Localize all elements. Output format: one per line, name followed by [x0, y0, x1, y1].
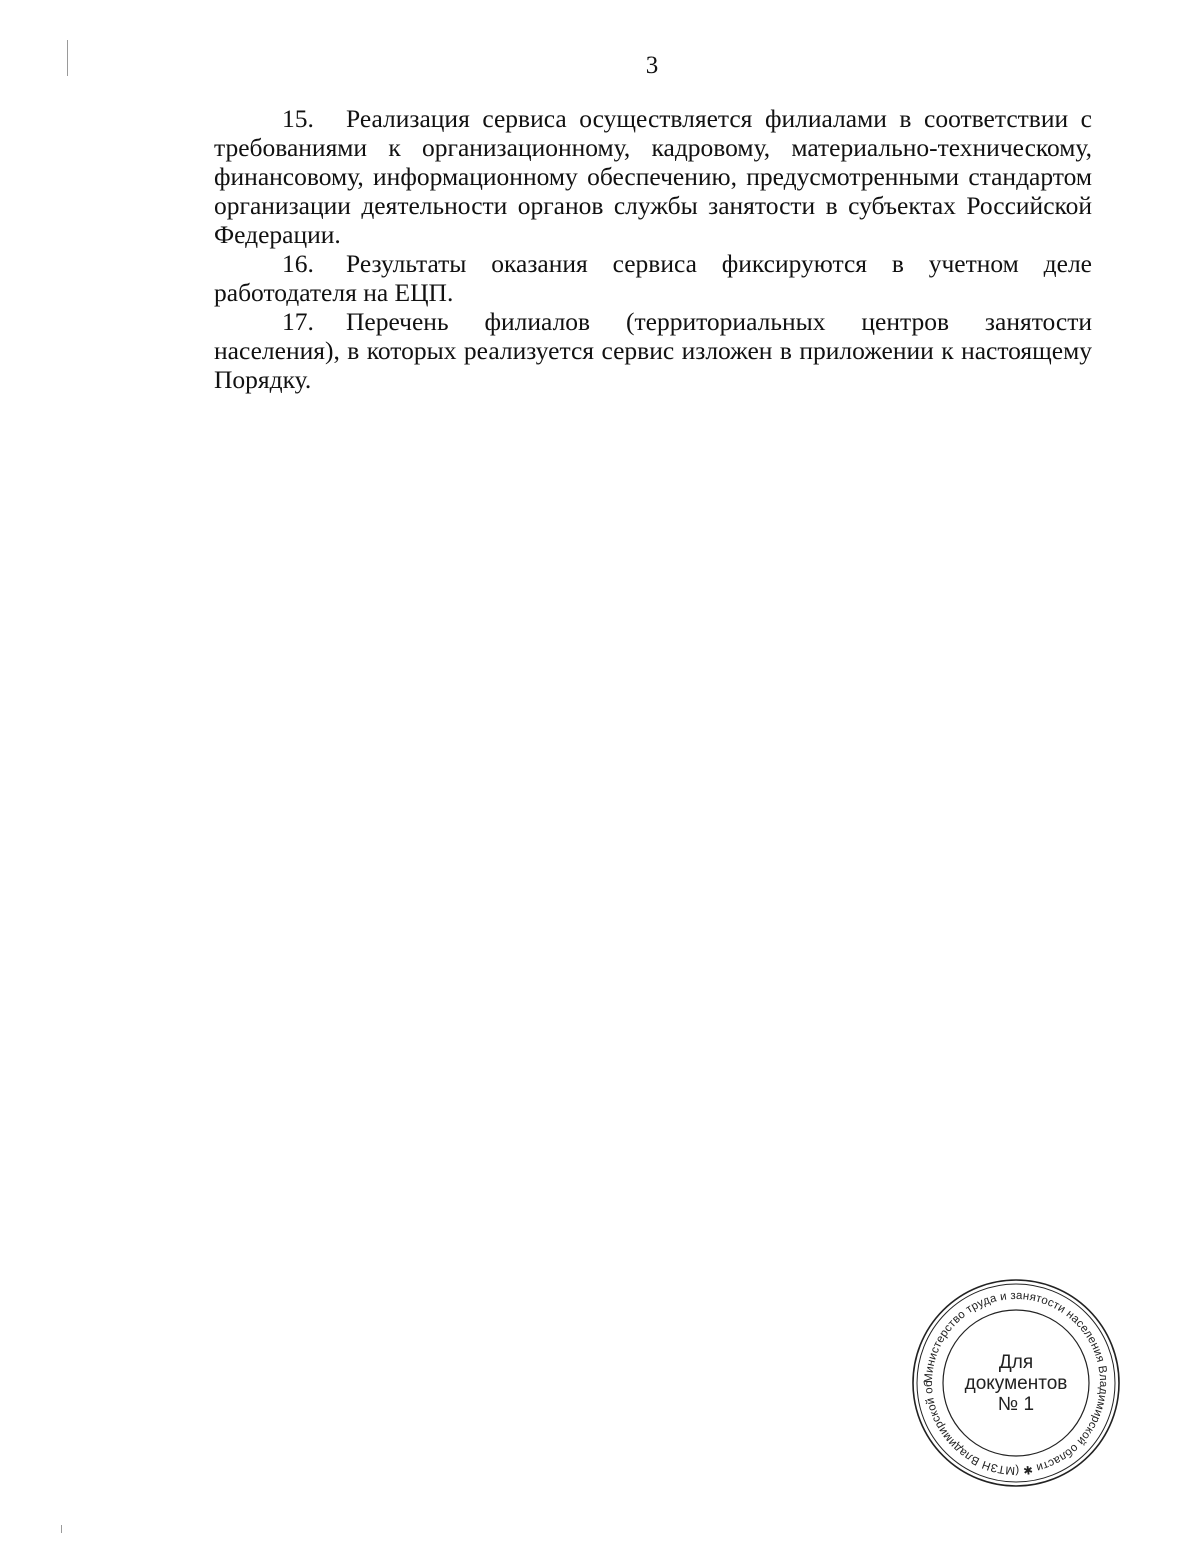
official-stamp [910, 1277, 1122, 1489]
paragraph-text: Перечень филиалов (территориальных центров занятости населения), в которых реализуется сервис изложен в приложении к настоящему Порядку. [214, 307, 1092, 394]
paragraph-15 [214, 104, 1092, 249]
document-body [214, 104, 1092, 394]
scan-edge-mark [61, 1525, 62, 1533]
paragraph-number: 15. [282, 104, 314, 133]
paragraph-text: Реализация сервиса осуществляется филиалами в соответствии с требованиями к организационному, кадровому, материально-техническому, финансовому, информационному обеспечению, предусмотренными стандартом организации деятельности органов службы занятости в субъектах Российской Федерации. [214, 104, 1092, 249]
paragraph-16 [214, 249, 1092, 307]
paragraph-number: 17. [282, 307, 314, 336]
stamp-line-3: № 1 [997, 1393, 1035, 1415]
paragraph-number: 16. [282, 249, 314, 278]
paragraph-17 [214, 307, 1092, 394]
paragraph-text: Результаты оказания сервиса фиксируются в учетном деле работодателя на ЕЦП. [214, 249, 1092, 307]
stamp-line-1: Для [998, 1351, 1034, 1373]
stamp-line-2: документов [964, 1372, 1068, 1394]
stamp-ring-text: Министерство труда и занятости населения Владимирской области ✱ (МТЗН Владимирской об [922, 1289, 1110, 1477]
page-number: 3 [645, 52, 659, 79]
stamp-center-text [910, 1277, 1122, 1489]
